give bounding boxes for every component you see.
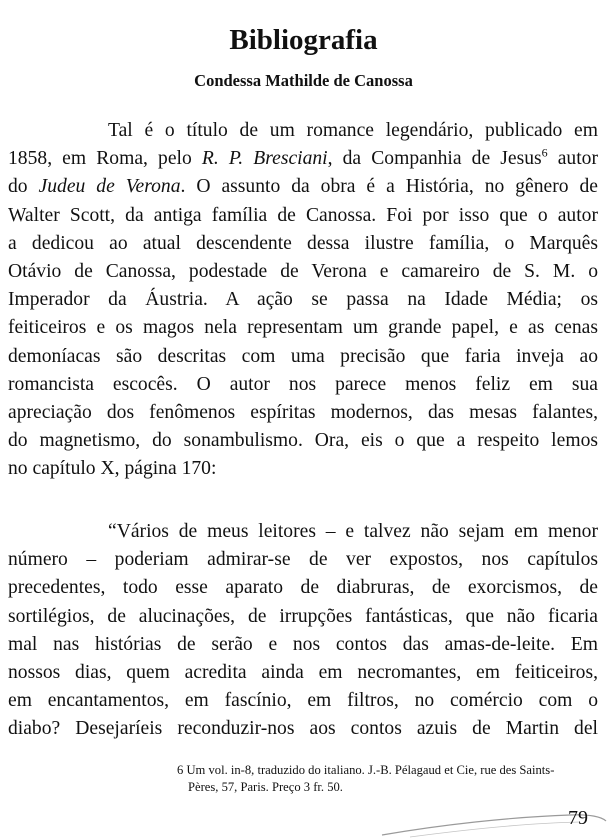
text-line: 1858, em Roma, pelo R. P. Bresciani, da Companhia de Jesus$^6$ autor [8, 145, 598, 170]
page-subtitle: Condessa Mathilde de Canossa [194, 71, 413, 90]
text-line: “Vários de meus leitores – e talvez não sejam em menor [108, 521, 598, 542]
paragraph-2-quote [8, 518, 598, 744]
footnote-line: 6 Um vol. in-8, traduzido do italiano. J.-B. Pélagaud et Cie, rue des Saints- [177, 763, 555, 777]
text-line: Otávio de Canossa, podestade de Verona e camareiro de S. M. o [8, 260, 598, 282]
text-line: a dedicou ao atual descendente dessa ilustre família, o Marquês [8, 232, 598, 254]
text-line: Imperador da Áustria. A ação se passa na Idade Média; os [8, 289, 598, 311]
text-line: sortilégios, de alucinações, de irrupções fantásticas, que não ficaria [8, 605, 598, 627]
text-line: do magnetismo, do sonambulismo. Ora, eis o que a respeito lemos [8, 430, 598, 452]
text-line: demoníacas são descritas com uma precisão que faria inveja ao [8, 345, 598, 367]
text-line: diabo? Desejaríeis reconduzir-nos aos contos azuis de Martin del [8, 718, 598, 740]
book-title: Judeu de Verona [38, 176, 181, 198]
text-line: mal nas histórias de serão e nos contos das amas-de-leite. Em [8, 633, 598, 655]
footnote [177, 762, 597, 795]
text-line: precedentes, todo esse aparato de diabruras, de exorcismos, de [8, 577, 598, 599]
text-line: número – poderiam admirar-se de ver expostos, nos capítulos [8, 549, 598, 571]
text-line: Tal é o título de um romance legendário, publicado em [108, 120, 598, 141]
text-line: feiticeiros e os magos nela representam um grande papel, e as cenas [8, 317, 598, 339]
text-line: Walter Scott, da antiga família de Canossa. Foi por isso que o autor [8, 204, 598, 226]
footnote-reference: 6 [541, 145, 548, 160]
swoosh-curve-inner [410, 822, 580, 837]
text-line: no capítulo X, página 170: [8, 458, 217, 480]
text-line: do Judeu de Verona. O assunto da obra é a História, no gênero de [8, 176, 598, 198]
page-title: Bibliografia [229, 24, 378, 56]
footnote-line: Pères, 57, Paris. Preço 3 fr. 50. [188, 779, 343, 794]
text-line: romancista escocês. O autor nos parece menos feliz em sua [8, 373, 598, 395]
author-name: R. P. Bresciani [201, 148, 328, 170]
paragraph-1 [8, 117, 598, 483]
text-line: em encantamentos, em fascínio, em filtros, no comércio com o [8, 690, 598, 712]
text-line: apreciação dos fenômenos espíritas modernos, das mesas falantes, [8, 401, 598, 423]
text-line: nossos dias, quem acredita ainda em necromantes, em feiticeiros, [8, 661, 598, 683]
page-number: 79 [568, 807, 588, 829]
